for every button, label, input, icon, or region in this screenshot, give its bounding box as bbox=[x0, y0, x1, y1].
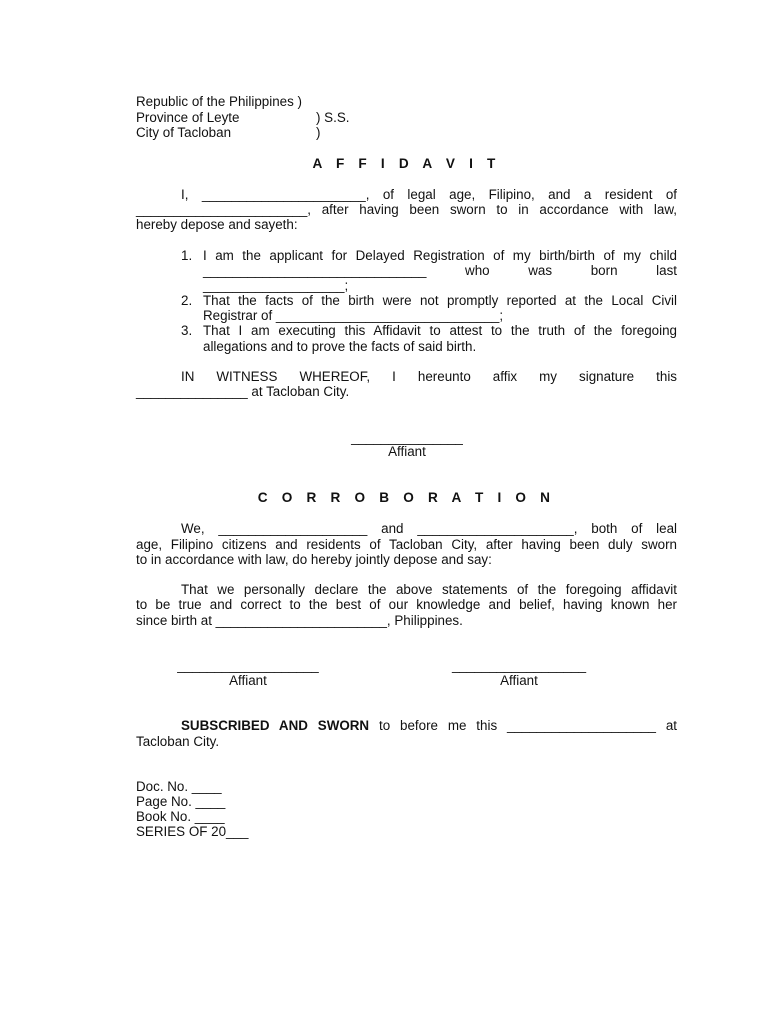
item-number-1: 1. bbox=[181, 248, 193, 263]
item-1-line-2: ______________________________ who was born last bbox=[203, 263, 677, 278]
witness-line-2: _______________ at Tacloban City. bbox=[136, 384, 350, 399]
caption-republic: Republic of the Philippines ) bbox=[136, 94, 302, 109]
page-no: Page No. ____ bbox=[136, 794, 226, 809]
intro-line-2: _______________________, after having been sworn to in accordance with law, bbox=[136, 202, 677, 217]
corroboration-p1-line-2: age, Filipino citizens and residents of Tacloban City, after having been duly sworn bbox=[136, 537, 677, 552]
item-1-line-3: ___________________; bbox=[203, 278, 349, 293]
intro-line-3: hereby depose and sayeth: bbox=[136, 217, 298, 232]
affiant-2-signature-line: __________________ bbox=[451, 658, 587, 673]
jurat-line-2: Tacloban City. bbox=[136, 734, 220, 749]
corroboration-p1-line-3: to in accordance with law, do hereby jointly depose and say: bbox=[136, 552, 492, 567]
book-no: Book No. ____ bbox=[136, 809, 225, 824]
jurat-rest-text: to before me this ____________________ at bbox=[369, 718, 677, 733]
series-of: SERIES OF 20___ bbox=[136, 824, 249, 839]
affiant-label: Affiant bbox=[388, 444, 426, 459]
item-3-line-2: allegations and to prove the facts of said birth. bbox=[203, 339, 477, 354]
affiant-signature-line: _______________ bbox=[351, 430, 463, 445]
item-2-line-2: Registrar of ______________________________; bbox=[203, 308, 504, 323]
corroboration-p2-line-2: to be true and correct to the best of our knowledge and belief, having known her bbox=[136, 597, 677, 612]
affiant-1-signature-line: ___________________ bbox=[177, 658, 319, 673]
corroboration-p2-line-3: since birth at _______________________, Philippines. bbox=[136, 613, 463, 628]
doc-no: Doc. No. ____ bbox=[136, 779, 222, 794]
corroboration-p1-line-1: We, ____________________ and _____________________, both of leal bbox=[181, 521, 677, 536]
jurat-line-1 bbox=[181, 718, 677, 734]
affiant-2-label: Affiant bbox=[500, 673, 538, 688]
item-3-line-1: That I am executing this Affidavit to attest to the truth of the foregoing bbox=[203, 323, 677, 338]
witness-line-1: IN WITNESS WHEREOF, I hereunto affix my signature this bbox=[181, 369, 677, 384]
caption-city: City of Tacloban bbox=[136, 125, 232, 140]
corroboration-p2-line-1: That we personally declare the above statements of the foregoing affidavit bbox=[181, 582, 677, 597]
item-1-line-1: I am the applicant for Delayed Registration of my birth/birth of my child bbox=[203, 248, 677, 263]
intro-line-1: I, ______________________, of legal age, Filipino, and a resident of bbox=[181, 187, 677, 202]
affiant-1-label: Affiant bbox=[229, 673, 267, 688]
corroboration-title: C O R R O B O R A T I O N bbox=[257, 490, 556, 505]
item-number-2: 2. bbox=[181, 293, 193, 308]
item-number-3: 3. bbox=[181, 323, 193, 338]
caption-ss: ) S.S. bbox=[316, 110, 350, 125]
item-2-line-1: That the facts of the birth were not promptly reported at the Local Civil bbox=[203, 293, 677, 308]
caption-paren: ) bbox=[316, 125, 321, 140]
caption-province: Province of Leyte bbox=[136, 110, 240, 125]
affidavit-title: A F F I D A V I T bbox=[312, 156, 501, 171]
jurat-bold-text: SUBSCRIBED AND SWORN bbox=[181, 718, 370, 733]
